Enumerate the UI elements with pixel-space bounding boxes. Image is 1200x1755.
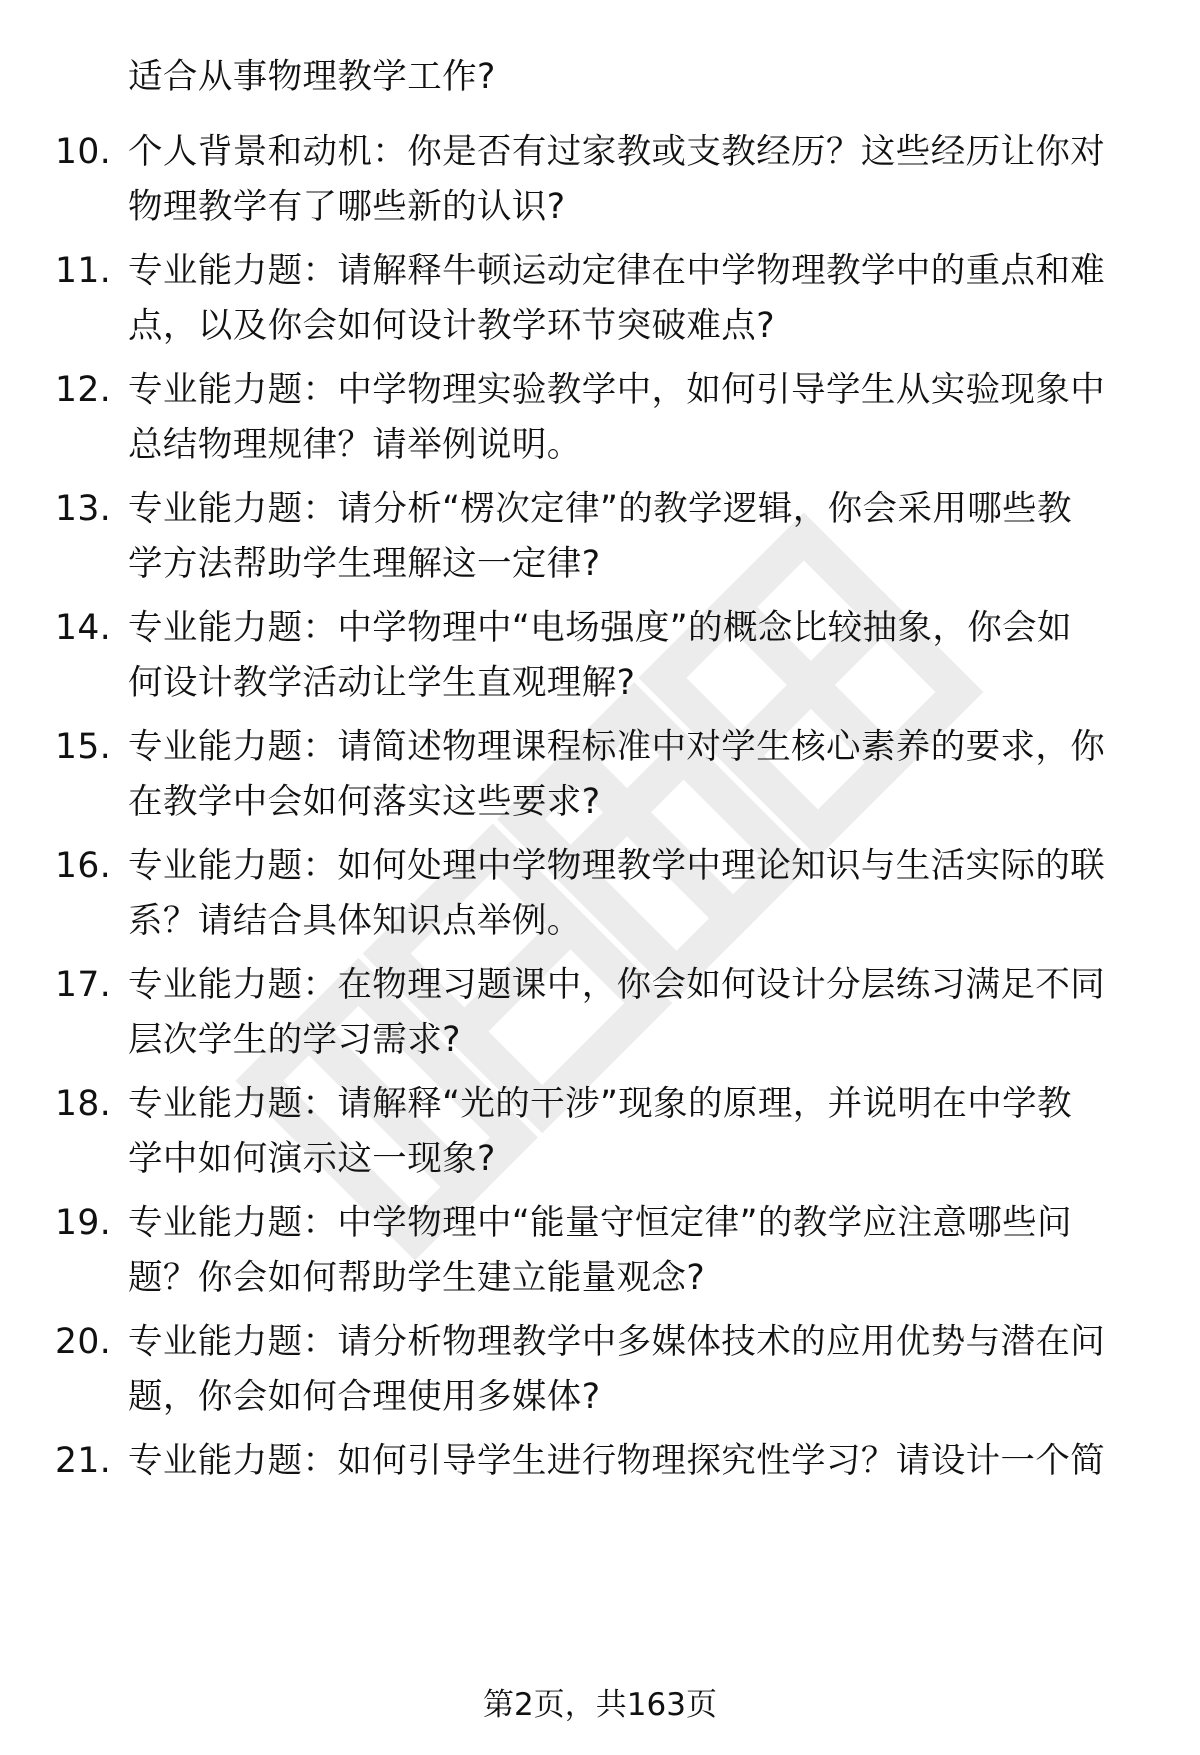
- item-text: [128, 1315, 1138, 1425]
- item-line: 点，以及你会如何设计教学环节突破难点?: [128, 306, 775, 346]
- item-text: [128, 601, 1138, 711]
- item-line: 个人背景和动机：你是否有过家教或支教经历？这些经历让你对: [128, 132, 1106, 172]
- item-number: 16.: [55, 846, 112, 886]
- item-line: 总结物理规律？请举例说明。: [128, 425, 582, 465]
- item-text: [128, 1077, 1138, 1187]
- item-text: [128, 125, 1138, 235]
- item-number: 18.: [55, 1084, 112, 1124]
- item-line: 专业能力题：中学物理实验教学中，如何引导学生从实验现象中: [128, 370, 1106, 410]
- item-text: [128, 244, 1138, 354]
- item-line: 专业能力题：请简述物理课程标准中对学生核心素养的要求，你: [128, 727, 1106, 767]
- item-line: 专业能力题：请解释牛顿运动定律在中学物理教学中的重点和难: [128, 251, 1106, 291]
- item-line: 专业能力题：请解释“光的干涉”现象的原理，并说明在中学教: [128, 1084, 1072, 1124]
- item-line: 系？请结合具体知识点举例。: [128, 901, 582, 941]
- item-line: 学方法帮助学生理解这一定律?: [128, 544, 601, 584]
- item-text: [128, 1434, 1138, 1489]
- item-number: 13.: [55, 489, 112, 529]
- item-text: [128, 363, 1138, 473]
- item-line: 学中如何演示这一现象?: [128, 1139, 496, 1179]
- item-line: 专业能力题：请分析物理教学中多媒体技术的应用优势与潜在问: [128, 1322, 1106, 1362]
- item-number: 19.: [55, 1203, 112, 1243]
- item-number: 11.: [55, 251, 112, 291]
- item-line: 层次学生的学习需求?: [128, 1020, 461, 1060]
- item-line: 专业能力题：如何引导学生进行物理探究性学习？请设计一个简: [128, 1441, 1106, 1481]
- item-line: 专业能力题：如何处理中学物理教学中理论知识与生活实际的联: [128, 846, 1106, 886]
- item-text: [128, 839, 1138, 949]
- item-number: 10.: [55, 132, 112, 172]
- item-line: 专业能力题：中学物理中“电场强度”的概念比较抽象，你会如: [128, 608, 1072, 648]
- item-line: 专业能力题：中学物理中“能量守恒定律”的教学应注意哪些问: [128, 1203, 1072, 1243]
- item-number: 12.: [55, 370, 112, 410]
- item-text: [128, 50, 1138, 105]
- item-line: 题？你会如何帮助学生建立能量观念?: [128, 1258, 706, 1298]
- item-line: 何设计教学活动让学生直观理解?: [128, 663, 636, 703]
- item-line: 在教学中会如何落实这些要求?: [128, 782, 601, 822]
- item-line: 专业能力题：请分析“楞次定律”的教学逻辑，你会采用哪些教: [128, 489, 1072, 529]
- item-line: 专业能力题：在物理习题课中，你会如何设计分层练习满足不同: [128, 965, 1106, 1005]
- item-text: [128, 958, 1138, 1068]
- item-text: [128, 720, 1138, 830]
- item-number: 15.: [55, 727, 112, 767]
- item-number: 14.: [55, 608, 112, 648]
- item-line: 适合从事物理教学工作?: [128, 57, 496, 97]
- page-footer: 第2页，共163页: [483, 1687, 717, 1723]
- item-number: 21.: [55, 1441, 112, 1481]
- item-line: 物理教学有了哪些新的认识?: [128, 187, 566, 227]
- item-line: 题，你会如何合理使用多媒体?: [128, 1377, 601, 1417]
- item-number: 17.: [55, 965, 112, 1005]
- item-number: 20.: [55, 1322, 112, 1362]
- item-text: [128, 482, 1138, 592]
- item-text: [128, 1196, 1138, 1306]
